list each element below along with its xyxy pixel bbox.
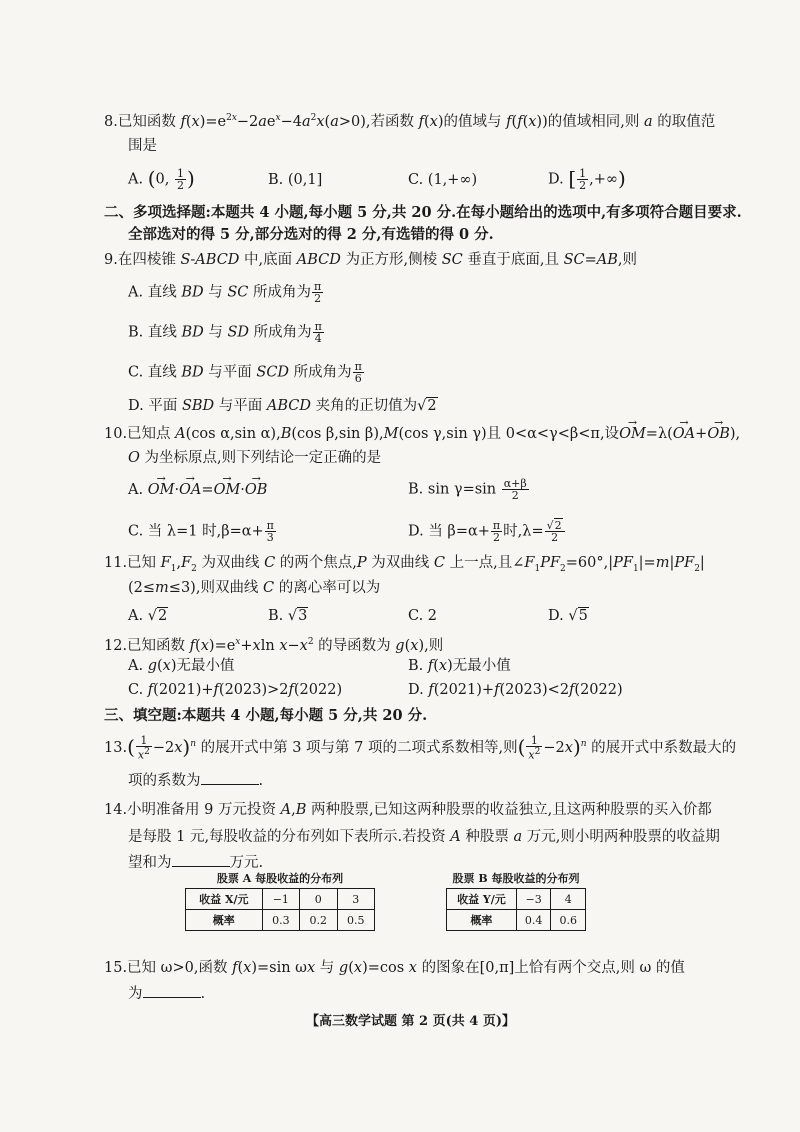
table-cell: 0.4: [516, 910, 551, 931]
q9-stem: 9.在四棱锥 S-ABCD 中,底面 ABCD 为正方形,侧棱 SC 垂直于底面,且 SC=AB,则: [104, 252, 637, 268]
section2-instructions: 全部选对的得 5 分,部分选对的得 2 分,有选错的得 0 分.: [128, 226, 494, 243]
q12-stem: 12.已知函数 $f(x)=e^x+xln$ $x-x^2$ 的导函数为 g(x),则: [104, 637, 444, 654]
q9-option-a: A. 直线 BD 与 SC 所成角为 $\frac{\pi}{2}$: [128, 280, 322, 305]
q14-line1: 14.小明准备用 9 万元投资 A,B 两种股票,已知这两种股票的收益独立,且这两种股票的买入价都: [104, 802, 712, 818]
q9-option-b: B. 直线 BD 与 SD 所成角为 $\frac{\pi}{4}$: [128, 320, 322, 345]
q11-option-d: D. √5: [548, 608, 588, 624]
table-cell: 0.6: [551, 910, 586, 931]
table-a-caption: 股票 A 每股收益的分布列: [216, 872, 344, 885]
q15-stem: 15.已知 ω>0,函数 f(x)=sin ωx 与 g(x)=cos x 的图象在[0,π]上恰有两个交点,则 ω 的值: [104, 960, 685, 976]
table-cell: 0.2: [300, 910, 337, 931]
q11-stem: 11.已知 $F_1,F_2$ 为双曲线 C 的两个焦点,P 为双曲线 C 上一点,且$\angle F_1PF_2=60^\circ,|PF_1|=m|PF_2|$: [104, 555, 705, 574]
table-row: [447, 910, 586, 931]
stock-b-distribution-table: [446, 888, 586, 931]
q14-line3: 望和为 万元.: [128, 855, 264, 871]
table-b-caption: 股票 B 每股收益的分布列: [452, 872, 580, 885]
table-row: [186, 910, 375, 931]
q9-option-d: D. 平面 SBD 与平面 ABCD 夹角的正切值为√2: [128, 398, 437, 414]
q12-option-a: A. g(x)无最小值: [128, 658, 235, 674]
table-cell: 收益 Y/元: [447, 889, 517, 910]
q9-option-c: C. 直线 BD 与平面 SCD 所成角为 $\frac{\pi}{6}$: [128, 360, 362, 385]
table-cell: 收益 X/元: [186, 889, 263, 910]
q11-stem-cont: (2≤m≤3),则双曲线 C 的离心率可以为: [128, 580, 381, 596]
q14-line2: 是每股 1 元,每股收益的分布列如下表所示.若投资 A 种股票 a 万元,则小明两种股票的收益期: [128, 829, 720, 845]
q10-option-c: C. 当 λ=1 时,β=α+ $\frac{\pi}{3}$: [128, 519, 274, 544]
q11-option-c: C. 2: [408, 608, 438, 624]
q8-stem: 8.已知函数 $f(x)=e^{2x}-2ae^x-4a^2x(a>0)$,若函数 f(x)的值域与 f(f(x))的值域相同,则 a 的取值范: [104, 113, 716, 130]
q13-stem-cont: 项的系数为 .: [128, 773, 264, 789]
q10-option-d: D. 当 β=α+ $\frac{\pi}{2}$ 时,λ= $\frac{√2}{2}$: [408, 520, 566, 543]
q10-option-b: B. sin γ=sin $\frac{\alpha+\beta}{2}$: [408, 477, 527, 502]
table-cell: 概率: [186, 910, 263, 931]
q12-option-c: C. f(2021)+f(2023)>2f(2022): [128, 682, 343, 698]
table-row: [447, 889, 586, 910]
q15-stem-cont: 为 .: [128, 986, 206, 1002]
q14-answer-blank[interactable]: [172, 854, 230, 867]
q8-option-b: B. (0,1]: [268, 172, 323, 188]
table-cell: 3: [337, 889, 374, 910]
q11-option-a: A. √2: [128, 608, 168, 624]
table-cell: −3: [516, 889, 551, 910]
table-cell: 概率: [447, 910, 517, 931]
q12-option-d: D. f(2021)+f(2023)<2f(2022): [408, 682, 623, 698]
table-row: [186, 889, 375, 910]
q10-option-a: A. → OM·→ OA=→ OM·→ OB: [128, 480, 267, 500]
table-cell: 0.5: [337, 910, 374, 931]
table-cell: 0: [300, 889, 337, 910]
q13-stem: 13.( $\frac{1}{x^2}$ −2x)$^n$ 的展开式中第 3 项与第 7 项的二项式系数相等,则( $\frac{1}{x^2}$ −2x)$^n$ 的展开式中系数最大的: [104, 734, 737, 762]
q8-stem-cont: 围是: [128, 138, 157, 154]
q10-stem: 10.已知点 A(cos α,sin α),B(cos β,sin β),M(cos γ,sin γ)且 0<α<γ<β<π,设→ OM=λ(→ OA+→ OB),: [104, 424, 740, 444]
q10-stem-cont: O 为坐标原点,则下列结论一定正确的是: [128, 450, 382, 466]
q11-option-b: B. √3: [268, 608, 308, 624]
page-footer: 【高三数学试题 第 2 页(共 4 页)】: [306, 1014, 516, 1029]
q8-option-a: A. (0, $\frac{1}{2}$ ): [128, 166, 195, 192]
table-cell: 0.3: [262, 910, 299, 931]
table-cell: −1: [262, 889, 299, 910]
q12-option-b: B. f(x)无最小值: [408, 658, 511, 674]
table-cell: 4: [551, 889, 586, 910]
section2-heading: 二、多项选择题:本题共 4 小题,每小题 5 分,共 20 分.在每小题给出的选项中,有多项符合题目要求.: [104, 204, 742, 221]
q8-option-c: C. (1,+∞): [408, 172, 478, 188]
q15-answer-blank[interactable]: [143, 985, 201, 998]
section3-heading: 三、填空题:本题共 4 小题,每小题 5 分,共 20 分.: [104, 707, 428, 724]
stock-a-distribution-table: [185, 888, 375, 931]
q13-answer-blank[interactable]: [201, 772, 259, 785]
q8-option-d: D. [ $\frac{1}{2}$ ,+∞): [548, 166, 626, 192]
